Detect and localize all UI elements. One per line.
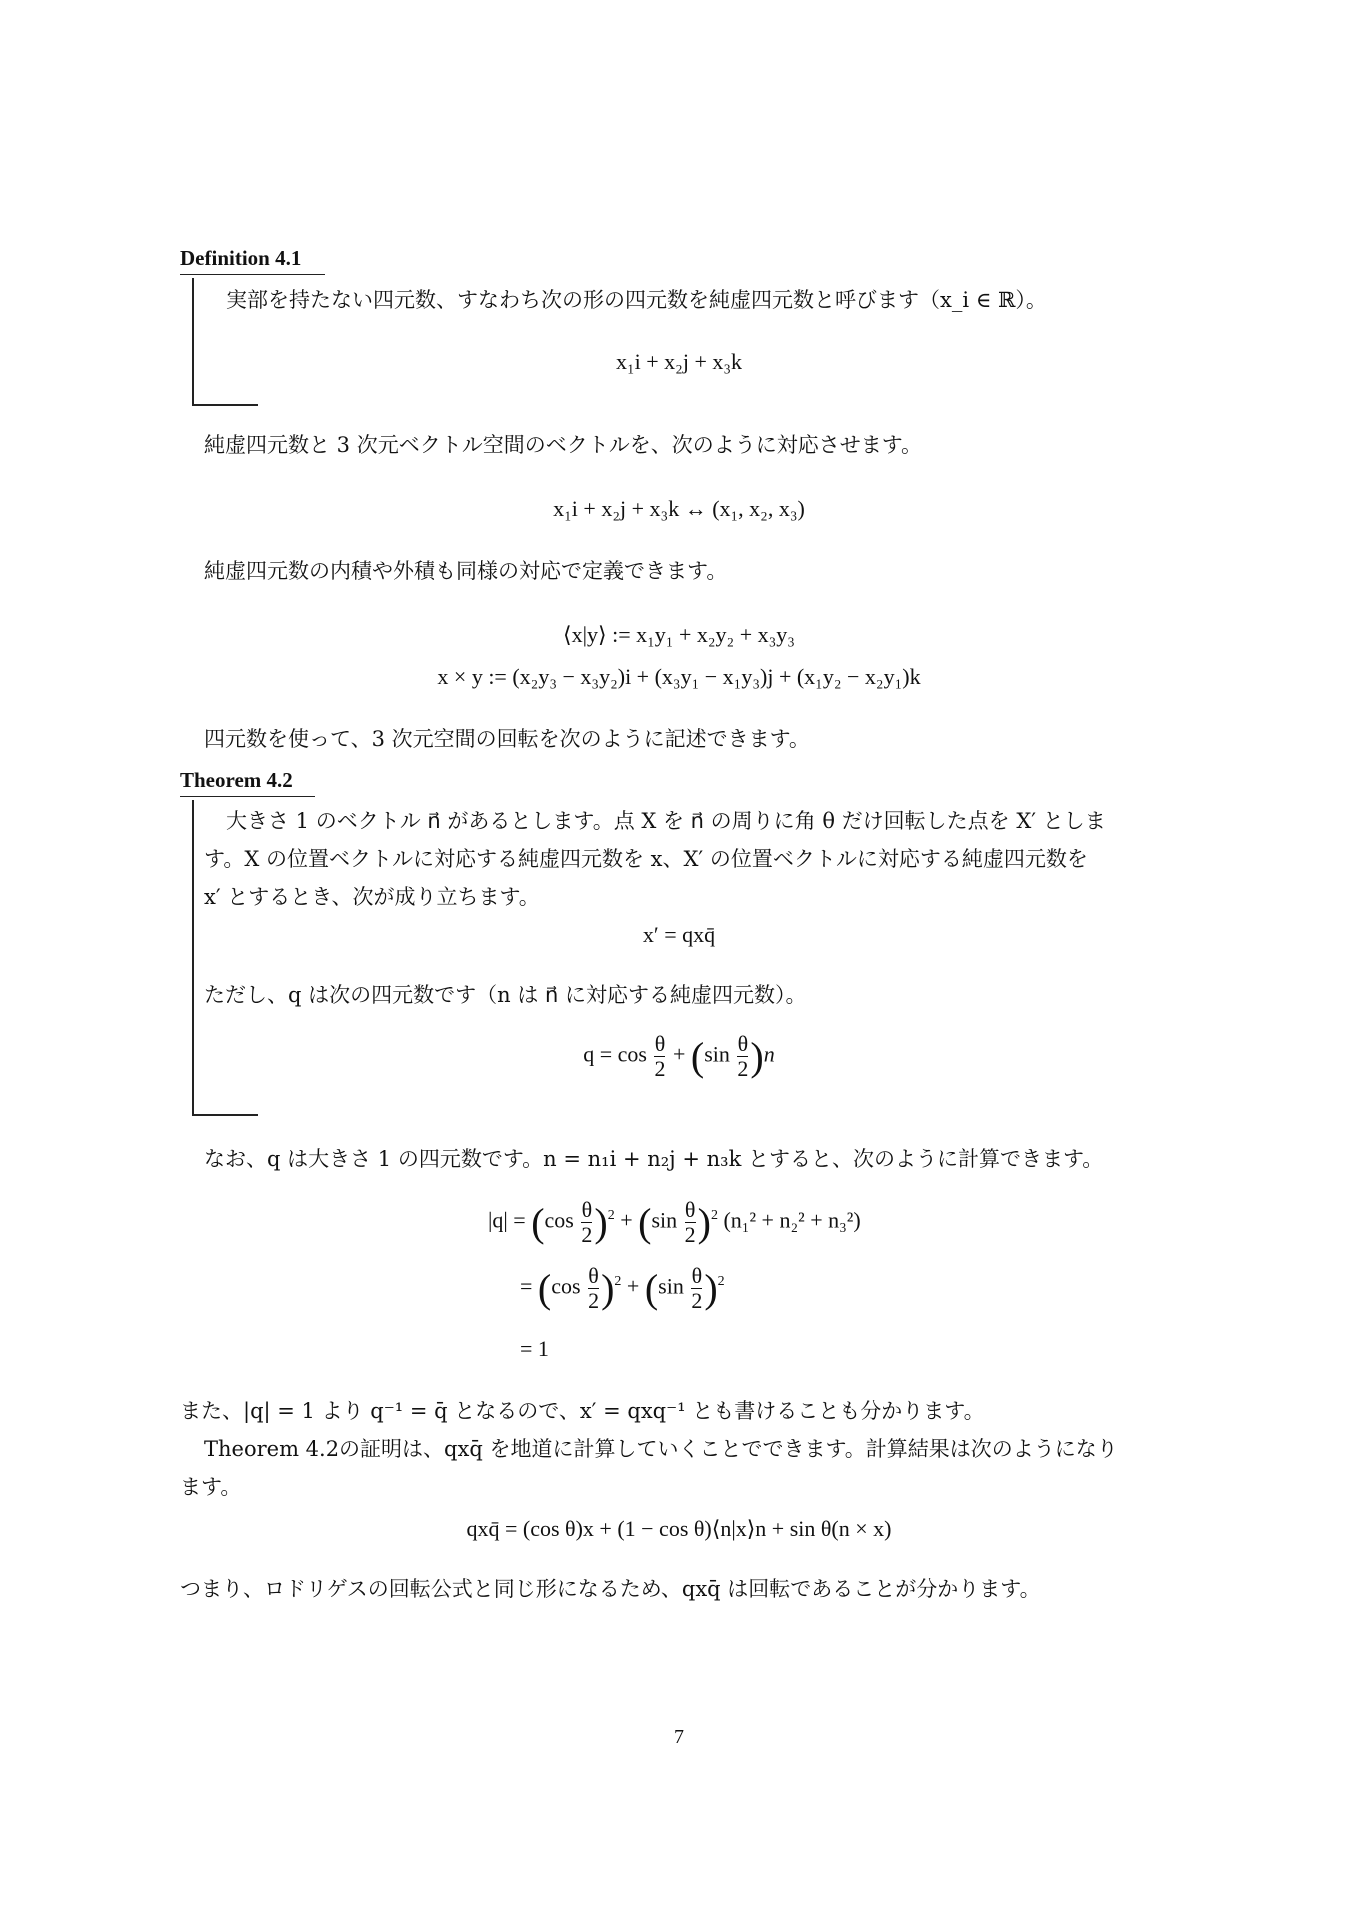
theorem-line-3: x′ とするとき、次が成り立ちます。 <box>204 885 540 909</box>
fraction-numerator: θ <box>581 1197 593 1222</box>
paragraph-correspondence: 純虚四元数と 3 次元ベクトル空間のベクトルを、次のように対応させます。 <box>204 433 923 457</box>
fraction-theta-half <box>685 1198 696 1247</box>
paren-close-icon: ) <box>594 1200 608 1245</box>
fraction-theta-half <box>581 1198 592 1247</box>
theorem-formula-rotation: x′ = qxq̄ <box>642 922 716 947</box>
align-cos: cos <box>544 1207 574 1233</box>
page-number: 7 <box>674 1726 684 1748</box>
formula-q-lhs: q = cos <box>583 1041 647 1067</box>
align-row-2 <box>520 1264 725 1313</box>
align-row-3 <box>520 1336 549 1362</box>
definition-bracket-foot <box>192 404 258 406</box>
align-sin: sin <box>651 1207 678 1233</box>
formula-q-plus: + <box>672 1041 686 1067</box>
paragraph-rotation-intro: 四元数を使って、3 次元空間の回転を次のように記述できます。 <box>204 727 810 751</box>
paragraph-inverse: また、|q| = 1 より q⁻¹ = q̄ となるので、x′ = qxq⁻¹ とも書けることも分かります。 <box>180 1399 985 1423</box>
square-exponent: 2 <box>614 1274 622 1290</box>
align-row-3-rhs: 1 <box>537 1336 549 1361</box>
equation-cross-product: x × y := (x₂y₃ − x₃y₂)i + (x₃y₁ − x₁y₃)j + (x₁y₂ − x₂y₁)k <box>437 664 921 689</box>
align-row-2-lhs: = <box>520 1273 533 1299</box>
paren-open-icon: ( <box>531 1200 545 1245</box>
paragraph-conclusion: つまり、ロドリゲスの回転公式と同じ形になるため、qxq̄ は回転であることが分かります。 <box>180 1577 1041 1601</box>
formula-q-n: n <box>763 1041 775 1067</box>
paren-open-icon: ( <box>537 1266 552 1311</box>
equation-inner-product: ⟨x|y⟩ := x₁y₁ + x₂y₂ + x₃y₃ <box>563 622 795 647</box>
definition-text: 実部を持たない四元数、すなわち次の形の四元数を純虚四元数と呼びます（x_i ∈ ℝ）。 <box>226 288 1047 312</box>
formula-q-sin: sin <box>704 1041 730 1067</box>
paren-open-icon: ( <box>690 1034 705 1079</box>
theorem-line-4: ただし、q は次の四元数です（n は n⃗ に対応する純虚四元数）。 <box>204 983 807 1007</box>
theorem-line-1: 大きさ 1 のベクトル n⃗ があるとします。点 X を n⃗ の周りに角 θ だけ回転した点を X′ としま <box>226 809 1106 833</box>
fraction-theta-half <box>654 1032 665 1081</box>
align-row-1 <box>488 1198 861 1247</box>
align-row-3-lhs: = <box>520 1336 533 1361</box>
align-row-1-tail: (n₁² + n₂² + n₃²) <box>723 1207 861 1233</box>
fraction-numerator: θ <box>684 1197 696 1222</box>
fraction-denominator: 2 <box>684 1222 696 1247</box>
fraction-denominator: 2 <box>654 1056 666 1081</box>
align-plus: + <box>626 1273 640 1299</box>
theorem-bracket-foot <box>192 1114 258 1116</box>
paren-close-icon: ) <box>601 1266 615 1311</box>
theorem-formula-q <box>0 1032 1358 1081</box>
fraction-denominator: 2 <box>737 1056 749 1081</box>
square-exponent: 2 <box>710 1208 718 1224</box>
equation-correspondence: x₁i + x₂j + x₃k ↔ (x₁, x₂, x₃) <box>553 496 805 521</box>
definition-bracket <box>192 278 194 406</box>
definition-title-underline <box>180 274 325 275</box>
align-sin: sin <box>658 1273 684 1299</box>
paragraph-unit-quaternion: なお、q は大きさ 1 の四元数です。n = n₁i + n₂j + n₃k とすると、次のように計算できます。 <box>204 1147 1104 1171</box>
fraction-theta-half <box>737 1032 748 1081</box>
theorem-title-underline <box>180 796 315 797</box>
paren-close-icon: ) <box>704 1266 718 1311</box>
align-cos: cos <box>551 1273 581 1299</box>
paren-close-icon: ) <box>697 1200 711 1245</box>
square-exponent: 2 <box>607 1208 615 1224</box>
definition-formula: x₁i + x₂j + x₃k <box>615 349 743 374</box>
align-plus: + <box>620 1207 633 1233</box>
theorem-line-2: す。X の位置ベクトルに対応する純虚四元数を x、X′ の位置ベクトルに対応する純虚四元数を <box>204 847 1088 871</box>
fraction-theta-half <box>691 1264 702 1313</box>
paren-open-icon: ( <box>638 1200 652 1245</box>
fraction-denominator: 2 <box>581 1222 593 1247</box>
square-exponent: 2 <box>717 1274 725 1290</box>
fraction-numerator: θ <box>737 1031 749 1056</box>
paragraph-proof-line-2: ます。 <box>180 1475 242 1499</box>
paren-open-icon: ( <box>644 1266 659 1311</box>
definition-title: Definition 4.1 <box>180 246 302 270</box>
fraction-numerator: θ <box>691 1263 703 1288</box>
fraction-theta-half <box>588 1264 599 1313</box>
align-row-1-lhs: |q| = <box>488 1207 526 1233</box>
fraction-numerator: θ <box>588 1263 599 1288</box>
fraction-numerator: θ <box>654 1031 666 1056</box>
fraction-denominator: 2 <box>691 1288 703 1313</box>
theorem-title: Theorem 4.2 <box>180 768 293 792</box>
paragraph-inner-outer-product: 純虚四元数の内積や外積も同様の対応で定義できます。 <box>204 559 728 583</box>
paragraph-proof-line-1: Theorem 4.2の証明は、qxq̄ を地道に計算していくことでできます。計算結果は次のようになり <box>204 1437 1118 1461</box>
equation-rodrigues: qxq̄ = (cos θ)x + (1 − cos θ)⟨n|x⟩n + sin θ(n × x) <box>466 1516 892 1541</box>
fraction-denominator: 2 <box>588 1288 600 1313</box>
paren-close-icon: ) <box>750 1034 764 1079</box>
